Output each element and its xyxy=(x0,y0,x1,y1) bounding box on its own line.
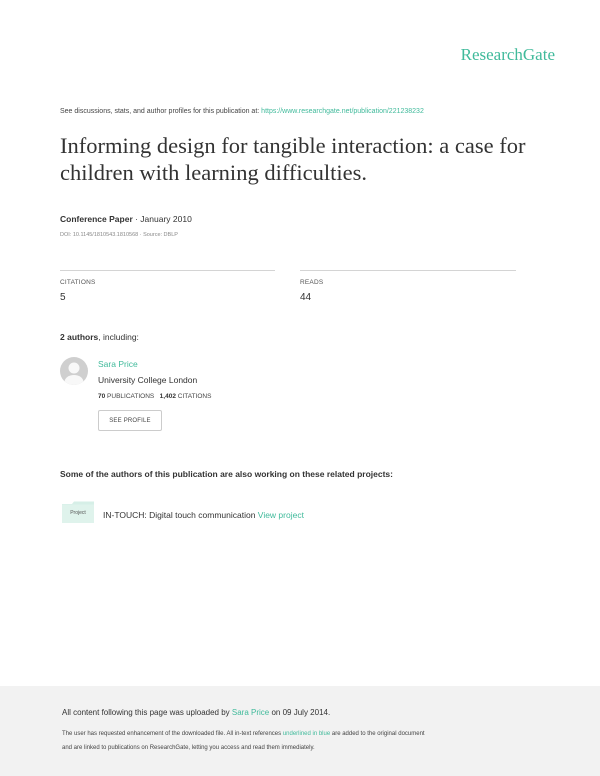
footer-note-line-1 xyxy=(62,731,425,737)
author-name-link[interactable]: Sara Price xyxy=(98,359,138,369)
reads-label: READS xyxy=(300,279,324,286)
footer-upload-date: on 09 July 2014. xyxy=(269,708,331,717)
author-citations-label: CITATIONS xyxy=(175,393,212,400)
footer-underlined-link[interactable]: underlined in blue xyxy=(282,731,331,737)
author-publications-count: 70 xyxy=(98,393,106,400)
footer-upload-text: All content following this page was uploaded by xyxy=(62,708,232,717)
see-profile-button[interactable]: SEE PROFILE xyxy=(98,410,162,431)
footer-uploader-link[interactable]: Sara Price xyxy=(231,708,270,717)
footer-note-text-b: are added to the original document xyxy=(330,731,425,737)
citations-label: CITATIONS xyxy=(60,279,96,286)
related-projects-heading: Some of the authors of this publication are also working on these related projects: xyxy=(60,469,393,479)
publication-type-line xyxy=(60,214,192,224)
reads-divider xyxy=(300,270,516,271)
authors-suffix: , including: xyxy=(98,332,139,342)
author-institution: University College London xyxy=(98,375,198,385)
footer-note-line-2: and are linked to publications on ResearchGate, letting you access and read them immediately. xyxy=(62,745,315,751)
citations-value: 5 xyxy=(60,292,66,303)
discussion-text: See discussions, stats, and author profiles for this publication at: xyxy=(60,108,262,115)
authors-count: 2 authors xyxy=(60,332,99,342)
project-entry xyxy=(103,510,304,520)
reads-value: 44 xyxy=(300,292,312,303)
footer-upload-line xyxy=(62,708,330,717)
publication-date: · January 2010 xyxy=(132,214,192,224)
project-name: IN-TOUCH: Digital touch communication xyxy=(103,510,256,520)
citations-divider xyxy=(60,270,275,271)
publication-type: Conference Paper xyxy=(60,214,133,224)
footer-note-text-a: The user has requested enhancement of the downloaded file. All in-text references xyxy=(62,731,283,737)
doi-line: DOI: 10.1145/1810543.1810568 · Source: DBLP xyxy=(60,232,178,238)
author-publications-label: PUBLICATIONS xyxy=(105,393,155,400)
project-folder-icon[interactable] xyxy=(62,501,94,523)
authors-heading xyxy=(60,332,139,342)
researchgate-logo[interactable]: ResearchGate xyxy=(460,45,555,64)
author-stats xyxy=(98,393,211,400)
author-avatar[interactable] xyxy=(60,357,88,385)
publication-title: Informing design for tangible interaction: a case for children with learning difficulties. xyxy=(60,133,526,185)
user-silhouette-icon xyxy=(60,357,88,385)
author-citations-count: 1,402 xyxy=(159,393,176,400)
publication-url-link[interactable]: https://www.researchgate.net/publication/221238232 xyxy=(261,108,424,115)
project-icon-label: Project xyxy=(70,510,86,516)
view-project-link[interactable]: View project xyxy=(257,510,304,520)
discussion-line xyxy=(60,108,424,115)
